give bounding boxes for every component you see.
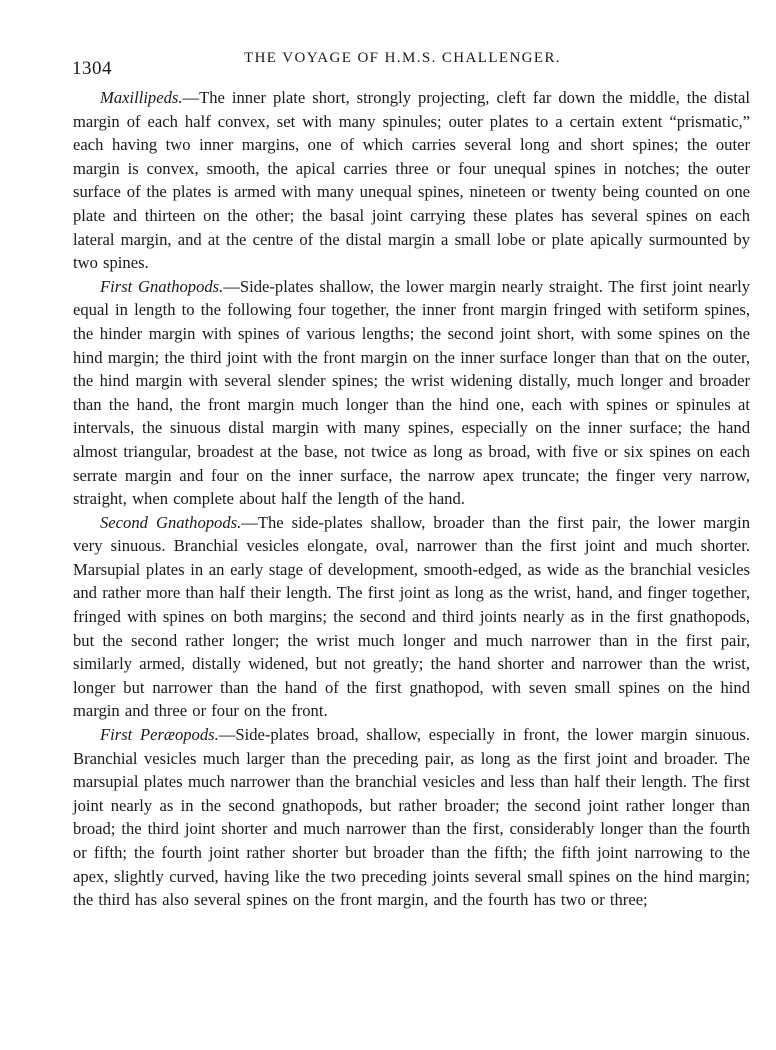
- paragraph-second-gnathopods: [73, 511, 750, 723]
- paragraph-text: —Side-plates broad, shallow, especially in front, the lower margin sinuous. Branchial vesicles much larger than the preceding pair, as long as the first joint and broader. The marsupial plates much narrower than the branchial vesicles and less than half their length. The first joint nearly as in the second gnathopods, but rather broader; the second joint rather longer than broad; the third joint shorter and much narrower than the first, considerably longer than the fourth or fifth; the fourth joint rather shorter but broader than the fifth; the fifth joint narrowing to the apex, slightly curved, having like the two preceding joints several small spines on the hind margin; the third has also several spines on the front margin, and the fourth has two or three;: [73, 725, 750, 910]
- paragraph-text: —The inner plate short, strongly projecting, cleft far down the middle, the distal margin of each half convex, set with many spinules; outer plates to a certain extent “prismatic,” each having two inner margins, one of which carries several long and short spines; the outer margin is convex, smooth, the apical carries three or four unequal spines in notches; the outer surface of the plates is armed with many unequal spines, nineteen or twenty being counted on one plate and thirteen on the other; the basal joint carrying these plates has several spines on each lateral margin, and at the centre of the distal margin a small lobe or plate apically surmounted by two spines.: [73, 88, 750, 273]
- section-heading: Maxillipeds.: [100, 88, 183, 107]
- section-heading: Second Gnathopods.: [100, 512, 242, 532]
- body-text: [73, 86, 750, 912]
- running-head: THE VOYAGE OF H.M.S. CHALLENGER.: [244, 50, 562, 66]
- paragraph-first-gnathopods: [73, 275, 750, 511]
- section-heading: First Peræopods.: [100, 725, 219, 745]
- section-heading: First Gnathopods.: [100, 276, 224, 296]
- paragraph-text: —Side-plates shallow, the lower margin nearly straight. The first joint nearly equal in length to the following four together, the inner front margin fringed with setiform spines, the hinder margin with spines of various lengths; the second joint short, with some spines on the hind margin; the third joint with the front margin on the inner surface longer than that on the outer, the hind margin with several slender spines; the wrist widening distally, much longer and broader than the hand, the front margin much longer than the hind one, each with spines or spinules at intervals, the sinuous distal margin with many spines, especially on the inner surface; the hand almost triangular, broadest at the base, not twice as long as broad, with five or six spines on each serrate margin and four on the inner surface, the narrow apex truncate; the finger very narrow, straight, when complete about half the length of the hand.: [73, 276, 750, 509]
- page-number: 1304: [72, 58, 112, 79]
- paragraph-text: —The side-plates shallow, broader than the first pair, the lower margin very sinuous. Branchial vesicles elongate, oval, narrower than the first joint and much shorter. Marsupial plates in an early stage of development, smooth-edged, as wide as the branchial vesicles and rather more than half their length. The first joint as long as the wrist, hand, and finger together, fringed with spines on both margins; the second and third joints nearly as in the first gnathopods, but the second rather longer; the wrist much longer and much narrower than in the first pair, similarly armed, distally widened, but not greatly; the hand shorter and narrower than the wrist, longer but narrower than the hand of the first gnathopod, with seven small spines on the hind margin and three or four on the front.: [73, 512, 750, 721]
- page-header: [72, 48, 752, 78]
- paragraph-first-peraeopods: [73, 723, 750, 912]
- paragraph-maxillipeds: [73, 86, 750, 275]
